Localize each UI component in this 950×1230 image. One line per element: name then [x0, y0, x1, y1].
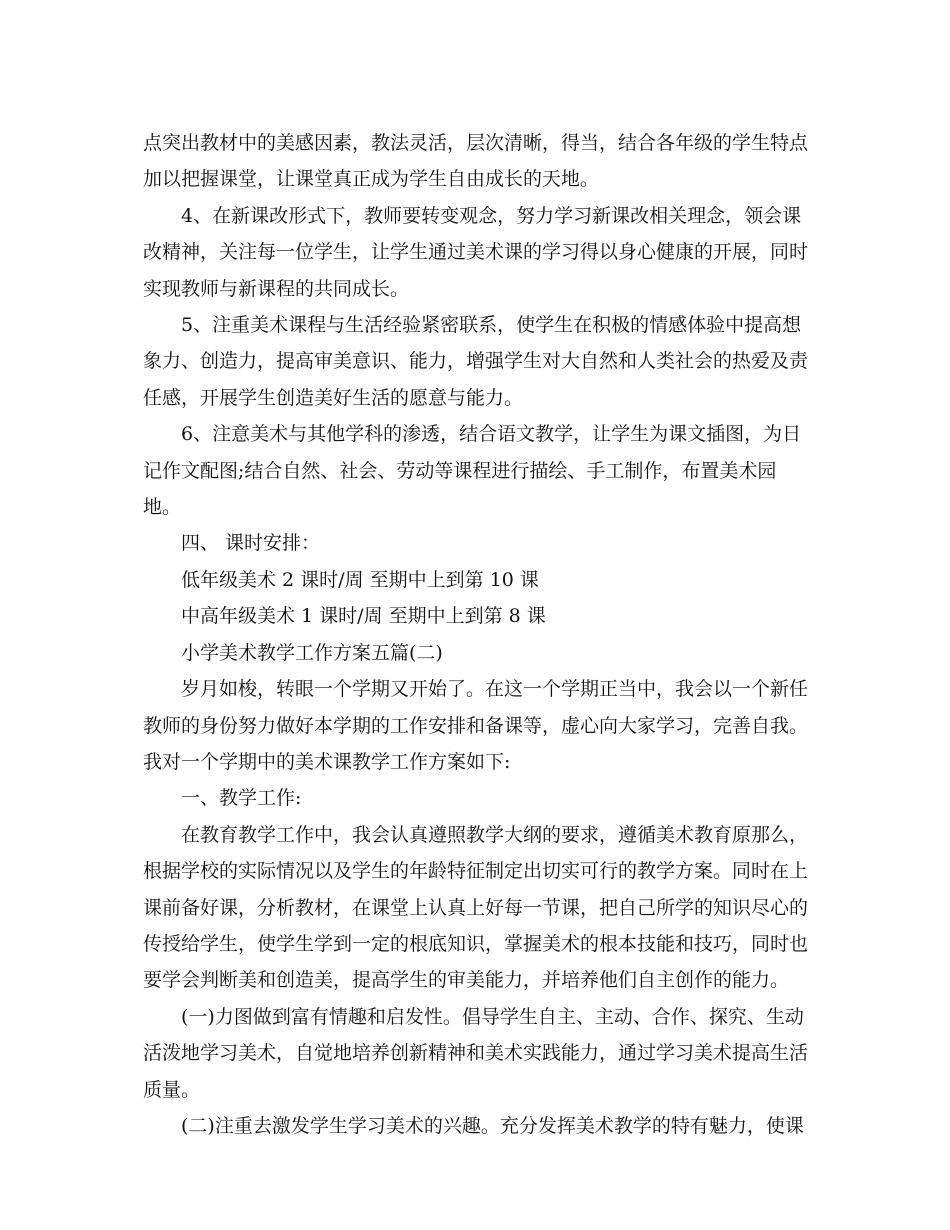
schedule-line-lower-grade: 低年级美术 2 课时/周 至期中上到第 10 课	[181, 568, 539, 591]
section-heading-schedule: 四、 课时安排：	[181, 532, 321, 555]
paragraph-item-1: (一)力图做到富有情趣和启发性。倡导学生自主、主动、合作、探究、生动活泼地学习美术，自觉地培养创新精神和美术实践能力，通过学习美术提高生活质量。	[143, 1005, 809, 1101]
paragraph-2: 4、在新课改形式下，教师要转变观念，努力学习新课改相关理念，领会课改精神，关注每一位学生，让学生通过美术课的学习得以身心健康的开展，同时实现教师与新课程的共同成长。	[143, 204, 809, 300]
paragraph-3: 5、注重美术课程与生活经验紧密联系，使学生在积极的情感体验中提高想象力、创造力，提高审美意识、能力，增强学生对大自然和人类社会的热爱及责任感，开展学生创造美好生活的愿意与能力。	[143, 314, 809, 409]
schedule-line-upper-grade: 中高年级美术 1 课时/周 至期中上到第 8 课	[181, 605, 546, 628]
section-heading-teaching: 一、教学工作:	[181, 787, 302, 810]
paragraph-item-2: (二)注重去激发学生学习美术的兴趣。充分发挥美术教学的特有魅力，使课	[181, 1114, 804, 1137]
paragraph-1: 点突出教材中的美感因素，教法灵活，层次清晰，得当，结合各年级的学生特点加以把握课堂，让课堂真正成为学生自由成长的天地。	[143, 132, 809, 191]
article-title: 小学美术教学工作方案五篇(二)	[181, 641, 443, 664]
paragraph-teaching: 在教育教学工作中，我会认真遵照教学大纲的要求，遵循美术教育原那么，根据学校的实际情况以及学生的年龄特征制定出切实可行的教学方案。同时在上课前备好课，分析教材，在课堂上认真上好每一节课，把自己所学的知识尽心的传授给学生，使学生学到一定的根底知识，掌握美术的根本技能和技巧，同时也要学会判断美和创造美，提高学生的审美能力，并培养他们自主创作的能力。	[143, 823, 809, 992]
paragraph-4: 6、注意美术与其他学科的渗透，结合语文教学，让学生为课文插图，为日记作文配图;结合自然、社会、劳动等课程进行描绘、手工制作，布置美术园地。	[143, 423, 802, 519]
paragraph-intro: 岁月如梭，转眼一个学期又开始了。在这一个学期正当中，我会以一个新任教师的身份努力做好本学期的工作安排和备课等，虚心向大家学习，完善自我。我对一个学期中的美术课教学工作方案如下:	[143, 678, 809, 773]
document-body	[143, 125, 808, 1144]
